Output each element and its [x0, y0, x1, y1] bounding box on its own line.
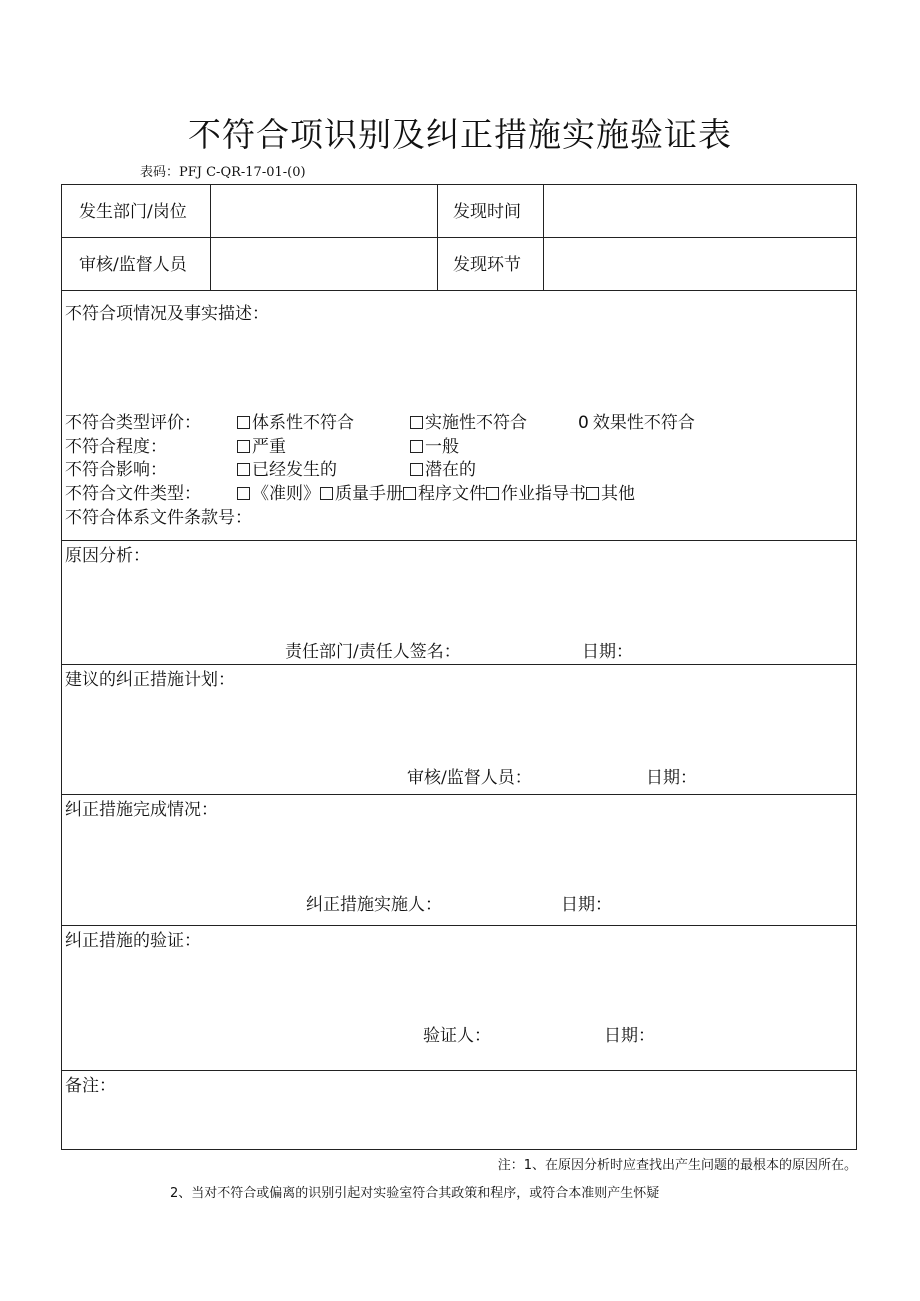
degree-label: 不符合程度： [65, 437, 167, 457]
cause-sign-label: 责任部门/责任人签名： [285, 642, 461, 662]
option-procedure[interactable]: 程序文件 [403, 484, 486, 504]
checkbox[interactable] [410, 463, 423, 476]
time-label: 发现时间 [453, 202, 521, 222]
auditor-label: 审核/监督人员 [79, 255, 187, 275]
doc-type-options [237, 483, 635, 505]
checkbox[interactable] [320, 487, 333, 500]
option-effectiveness[interactable]: 0 效果性不符合 [578, 413, 695, 433]
remarks-field[interactable] [65, 1099, 853, 1147]
cause-date-label: 日期： [582, 642, 633, 662]
stage-field[interactable] [544, 238, 857, 290]
plan-date-label: 日期： [646, 768, 697, 788]
stage-label: 发现环节 [453, 255, 521, 275]
clause-label: 不符合体系文件条款号： [65, 508, 252, 528]
option-quality-manual[interactable]: 质量手册 [320, 484, 403, 504]
completion-field[interactable] [65, 823, 853, 893]
option-standard[interactable]: 《准则》 [237, 484, 320, 504]
divider [62, 540, 856, 541]
plan-label: 建议的纠正措施计划： [65, 670, 235, 690]
impact-label: 不符合影响： [65, 460, 167, 480]
remarks-label: 备注： [65, 1076, 116, 1096]
description-field[interactable] [65, 327, 853, 407]
form-title: 不符合项识别及纠正措施实施验证表 [188, 115, 732, 154]
checkbox-marker[interactable]: 0 [578, 413, 589, 433]
description-label: 不符合项情况及事实描述： [65, 304, 269, 324]
completion-date-label: 日期： [561, 895, 612, 915]
form-code: 表码：PFJ C-QR-17-01-(0) [140, 165, 306, 180]
verification-sign-label: 验证人： [423, 1026, 491, 1046]
divider [62, 925, 856, 926]
verification-field[interactable] [65, 954, 853, 1022]
nonconformity-form [61, 184, 857, 1150]
option-implementation[interactable]: 实施性不符合 [410, 412, 527, 434]
option-other[interactable]: 其他 [586, 484, 635, 504]
checkbox[interactable] [410, 416, 423, 429]
auditor-field[interactable] [211, 238, 437, 290]
option-potential[interactable]: 潜在的 [410, 459, 476, 481]
checkbox[interactable] [403, 487, 416, 500]
doc-type-label: 不符合文件类型： [65, 484, 201, 504]
checkbox[interactable] [237, 487, 250, 500]
dept-field[interactable] [211, 185, 437, 237]
option-occurred[interactable]: 已经发生的 [237, 459, 337, 481]
time-field[interactable] [544, 185, 857, 237]
checkbox[interactable] [586, 487, 599, 500]
divider [62, 664, 856, 665]
cause-field[interactable] [65, 569, 853, 639]
completion-label: 纠正措施完成情况： [65, 800, 218, 820]
checkbox[interactable] [237, 463, 250, 476]
checkbox[interactable] [237, 440, 250, 453]
divider [437, 185, 438, 290]
divider [62, 290, 856, 291]
type-eval-label: 不符合类型评价： [65, 413, 201, 433]
divider [62, 794, 856, 795]
verification-label: 纠正措施的验证： [65, 931, 201, 951]
checkbox[interactable] [486, 487, 499, 500]
note-1: 注：1、在原因分析时应查找出产生问题的最根本的原因所在。 [497, 1158, 857, 1173]
option-systemic[interactable]: 体系性不符合 [237, 412, 354, 434]
cause-label: 原因分析： [65, 546, 150, 566]
completion-sign-label: 纠正措施实施人： [306, 895, 442, 915]
note-2: 2、当对不符合或偏离的识别引起对实验室符合其政策和程序，或符合本准则产生怀疑 [170, 1186, 660, 1201]
checkbox[interactable] [237, 416, 250, 429]
divider [62, 1070, 856, 1071]
option-severe[interactable]: 严重 [237, 436, 286, 458]
checkbox[interactable] [410, 440, 423, 453]
dept-label: 发生部门/岗位 [79, 202, 187, 222]
option-general[interactable]: 一般 [410, 436, 459, 458]
plan-field[interactable] [65, 693, 853, 765]
verification-date-label: 日期： [604, 1026, 655, 1046]
option-work-instruction[interactable]: 作业指导书 [486, 484, 586, 504]
plan-sign-label: 审核/监督人员： [407, 768, 532, 788]
